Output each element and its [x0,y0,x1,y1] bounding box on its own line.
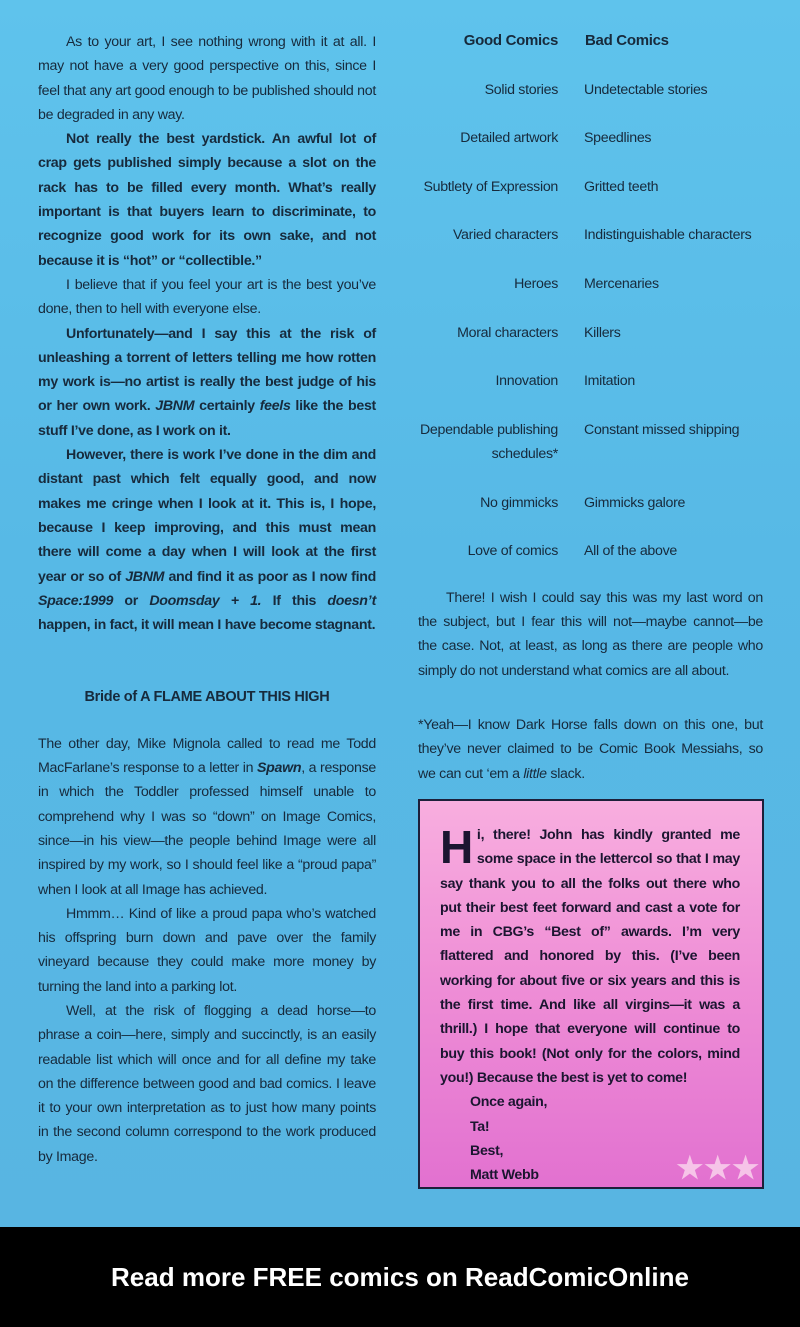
comparison-row [418,126,763,175]
good-cell: Moral characters [457,324,558,341]
bad-comics-header: Bad Comics [585,32,669,49]
closing-paragraph: There! I wish I could say this was my last word on the subject, but I fear this will not—maybe cannot—be the case. Not, at least, as long as there are people who simply do not understand what comics are all about. [418,589,763,679]
comparison-row [418,491,763,540]
bad-cell: Imitation [584,373,635,390]
reply-paragraph: However, there is work I’ve done in the dim and distant past which felt equally good, and now makes me cringe when I look at it. This is, I hope, because I keep improving, and this must mean there will come a day when I will look at the first year or so of JBNM and find it as poor as I now find Space:1999 or Doomsday + 1. If this doesn’t happen, in fact, it will mean I have become stagnant. [38,447,376,634]
section-title: Bride of A FLAME ABOUT THIS HIGH [84,689,330,706]
good-cell: Heroes [514,275,558,292]
comparison-header-row [418,28,763,78]
footnote: *Yeah—I know Dark Horse falls down on this one, but they’ve never claimed to be Comic Book Messiahs, so we can cut ‘em a little slack. [418,717,763,782]
signoff-line: Once again, [470,1094,548,1111]
signoff-line: Ta! [470,1118,490,1135]
comparison-row [418,223,763,272]
comparison-row [418,539,763,588]
comparison-row [418,78,763,127]
letter-paragraph: I believe that if you feel your art is the best you’ve done, then to hell with everyone else. [38,276,376,318]
comparison-row [418,369,763,418]
right-column [418,28,763,786]
comparison-row [418,272,763,321]
signoff-name: Matt Webb [470,1167,539,1184]
guest-note-text: Hi, there! John has kindly granted me some space in the lettercol so that I may say thank you to all the folks out there who put their best feet forward and cast a vote for me in CBG’s “Best of” awards. I’m very flattered and honored by this. (I’ve been working for about five or six years and this is the first time. And like all virgins—it was a thrill.) I hope that everyone will continue to buy this book! (Not only for the colors, mind you!) Because the best is yet to come! [440,821,740,1086]
good-cell: No gimmicks [480,494,558,511]
good-comics-header: Good Comics [463,32,558,49]
bad-cell: Killers [584,324,621,341]
bad-cell: Gritted teeth [584,178,659,195]
letter-paragraph: As to your art, I see nothing wrong with it at all. I may not have a very good perspective on this, since I feel that any art good enough to be published should not be degraded in any way. [38,34,376,123]
body-paragraph: Hmmm… Kind of like a proud papa who’s watched his offspring burn down and pave over the family vineyard because they could make more money by turning the land into a parking lot. [38,905,376,995]
drop-cap: H [440,821,473,873]
bad-cell: Mercenaries [584,275,659,292]
comparison-row [418,418,763,491]
bad-cell: Constant missed shipping [584,421,740,438]
comparison-row [418,321,763,370]
reply-paragraph: Unfortunately—and I say this at the risk of unleashing a torrent of letters telling me how rotten my work is—no artist is really the best judge of his or her own work. JBNM certainly feels like the best stuff I’ve done, as I work on it. [38,325,376,439]
stars-icon: ★★★ [676,1151,760,1185]
comparison-row [418,175,763,224]
comparison-table [418,28,763,588]
bad-cell: Undetectable stories [584,81,708,98]
guest-note-box [418,799,764,1189]
good-cell: Dependable publishing schedules* [419,421,558,463]
good-cell: Subtlety of Expression [423,178,558,195]
good-cell: Varied characters [452,227,558,244]
bad-cell: Speedlines [584,130,652,147]
bad-cell: Indistinguishable characters [584,227,752,244]
good-cell: Innovation [495,373,558,390]
body-paragraph: The other day, Mike Mignola called to read me Todd MacFarlane’s response to a letter in Spawn, a response in which the Toddler professed himself unable to comprehend why I was so “down” on Image Comics, since—in his view—the people behind Image were all inspired by my work, so I should feel like a “proud papa” when I look at all Image has achieved. [38,735,376,898]
good-cell: Detailed artwork [460,130,558,147]
bad-cell: Gimmicks galore [584,494,686,511]
bad-cell: All of the above [584,543,678,560]
body-paragraph: Well, at the risk of flogging a dead horse—to phrase a coin—here, simply and succinctly, is an easily readable list which will once and for all define my take on the difference between good and bad comics. I leave it to your own interpretation as to just how many points in the second column correspond to the work produced by Image. [38,1002,376,1165]
promo-banner[interactable]: Read more FREE comics on ReadComicOnline [0,1227,800,1327]
good-cell: Solid stories [484,81,558,98]
good-cell: Love of comics [467,543,558,560]
left-column [38,30,376,1169]
signoff-line: Best, [470,1142,504,1159]
reply-paragraph: Not really the best yardstick. An awful lot of crap gets published simply because a slot on the rack has to be filled every month. What’s really important is that buyers learn to discriminate, to recognize good work for its own sake, and not because it is “hot” or “collectible.” [38,131,376,269]
